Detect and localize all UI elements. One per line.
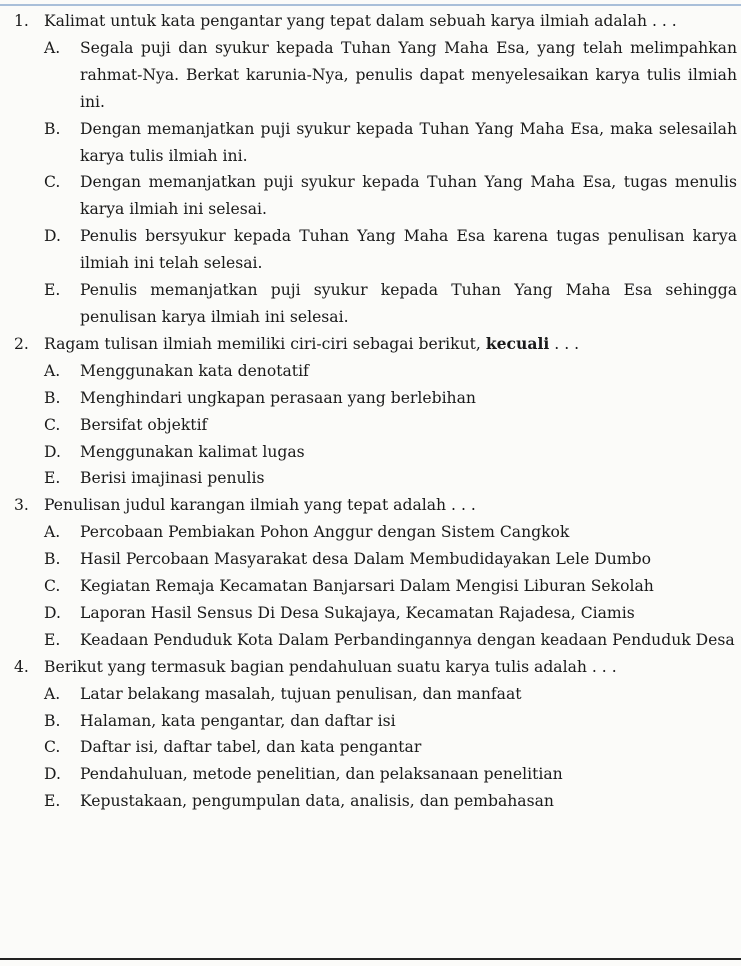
option-letter: C. — [44, 415, 61, 434]
option-letter: C. — [44, 738, 61, 757]
option-3a[interactable] — [0, 519, 741, 546]
question-text: Penulisan judul karangan ilmiah yang tepat adalah . . . — [44, 496, 476, 515]
option-text: Dengan memanjatkan puji syukur kepada Tuhan Yang Maha Esa, maka selesailah karya tulis ilmiah ini. — [80, 119, 737, 165]
option-2d[interactable] — [0, 439, 741, 466]
option-text: Kepustakaan, pengumpulan data, analisis, dan pembahasan — [80, 792, 554, 811]
option-letter: E. — [44, 469, 61, 488]
question-4 — [0, 654, 741, 681]
option-letter: D. — [44, 227, 61, 246]
question-number: 4. — [14, 657, 29, 676]
option-text: Berisi imajinasi penulis — [80, 469, 265, 488]
bottom-divider — [0, 958, 741, 960]
option-2b[interactable] — [0, 385, 741, 412]
option-3b[interactable] — [0, 546, 741, 573]
option-letter: C. — [44, 577, 61, 596]
option-letter: E. — [44, 630, 61, 649]
question-text-main: Ragam tulisan ilmiah memiliki ciri-ciri sebagai berikut, — [44, 334, 486, 353]
option-letter: C. — [44, 173, 61, 192]
option-letter: A. — [44, 523, 61, 542]
option-4e[interactable] — [0, 788, 741, 815]
option-1b[interactable] — [0, 116, 741, 170]
option-letter: A. — [44, 361, 61, 380]
option-letter: B. — [44, 388, 61, 407]
question-2 — [0, 331, 741, 358]
option-1d[interactable] — [0, 223, 741, 277]
option-letter: A. — [44, 684, 61, 703]
option-2c[interactable] — [0, 412, 741, 439]
option-4a[interactable] — [0, 681, 741, 708]
option-letter: D. — [44, 603, 61, 622]
question-number: 2. — [14, 334, 29, 353]
question-text: Berikut yang termasuk bagian pendahuluan suatu karya tulis adalah . . . — [44, 657, 617, 676]
option-text: Dengan memanjatkan puji syukur kepada Tuhan Yang Maha Esa, tugas menulis karya ilmiah ini selesai. — [80, 173, 737, 219]
option-4d[interactable] — [0, 761, 741, 788]
top-divider — [0, 4, 741, 6]
option-2e[interactable] — [0, 465, 741, 492]
option-text: Keadaan Penduduk Kota Dalam Perbandingannya dengan keadaan Penduduk Desa — [80, 630, 735, 649]
option-letter: E. — [44, 792, 61, 811]
option-letter: B. — [44, 119, 61, 138]
option-letter: B. — [44, 711, 61, 730]
option-3c[interactable] — [0, 573, 741, 600]
option-3e[interactable] — [0, 627, 741, 654]
question-text-emphasis: kecuali — [485, 333, 550, 353]
option-letter: E. — [44, 281, 61, 300]
option-letter: A. — [44, 38, 61, 57]
option-2a[interactable] — [0, 358, 741, 385]
option-3d[interactable] — [0, 600, 741, 627]
question-number: 3. — [14, 496, 29, 515]
question-3 — [0, 492, 741, 519]
question-1 — [0, 8, 741, 35]
option-letter: B. — [44, 550, 61, 569]
option-text: Menghindari ungkapan perasaan yang berlebihan — [80, 388, 476, 407]
option-1c[interactable] — [0, 169, 741, 223]
question-text: Kalimat untuk kata pengantar yang tepat dalam sebuah karya ilmiah adalah . . . — [44, 12, 677, 30]
option-text: Menggunakan kata denotatif — [80, 361, 309, 380]
option-text: Daftar isi, daftar tabel, dan kata pengantar — [80, 738, 422, 757]
option-text: Bersifat objektif — [80, 415, 208, 434]
option-letter: D. — [44, 442, 61, 461]
option-1e[interactable] — [0, 277, 741, 331]
option-letter: D. — [44, 765, 61, 784]
option-text: Kegiatan Remaja Kecamatan Banjarsari Dalam Mengisi Liburan Sekolah — [80, 577, 654, 596]
question-number: 1. — [14, 12, 29, 30]
option-text: Menggunakan kalimat lugas — [80, 442, 305, 461]
question-text — [44, 335, 579, 353]
option-4c[interactable] — [0, 734, 741, 761]
option-text: Penulis memanjatkan puji syukur kepada Tuhan Yang Maha Esa sehingga penulisan karya ilmiah ini selesai. — [80, 281, 737, 326]
question-sheet — [0, 8, 741, 815]
option-text: Penulis bersyukur kepada Tuhan Yang Maha Esa karena tugas penulisan karya ilmiah ini telah selesai. — [80, 227, 737, 273]
option-text: Percobaan Pembiakan Pohon Anggur dengan Sistem Cangkok — [80, 523, 570, 542]
option-text: Halaman, kata pengantar, dan daftar isi — [80, 711, 396, 730]
option-text: Laporan Hasil Sensus Di Desa Sukajaya, Kecamatan Rajadesa, Ciamis — [80, 603, 635, 622]
option-text: Latar belakang masalah, tujuan penulisan, dan manfaat — [80, 684, 522, 703]
option-text: Hasil Percobaan Masyarakat desa Dalam Membudidayakan Lele Dumbo — [80, 550, 651, 569]
option-4b[interactable] — [0, 708, 741, 735]
option-text: Segala puji dan syukur kepada Tuhan Yang Maha Esa, yang telah melimpahkan rahmat-Nya. Berkat karunia-Nya, penulis dapat menyelesaikan karya tulis ilmiah ini. — [80, 38, 737, 111]
option-1a[interactable] — [0, 35, 741, 116]
question-text-ellipsis: . . . — [549, 334, 580, 353]
option-text: Pendahuluan, metode penelitian, dan pelaksanaan penelitian — [80, 765, 563, 784]
